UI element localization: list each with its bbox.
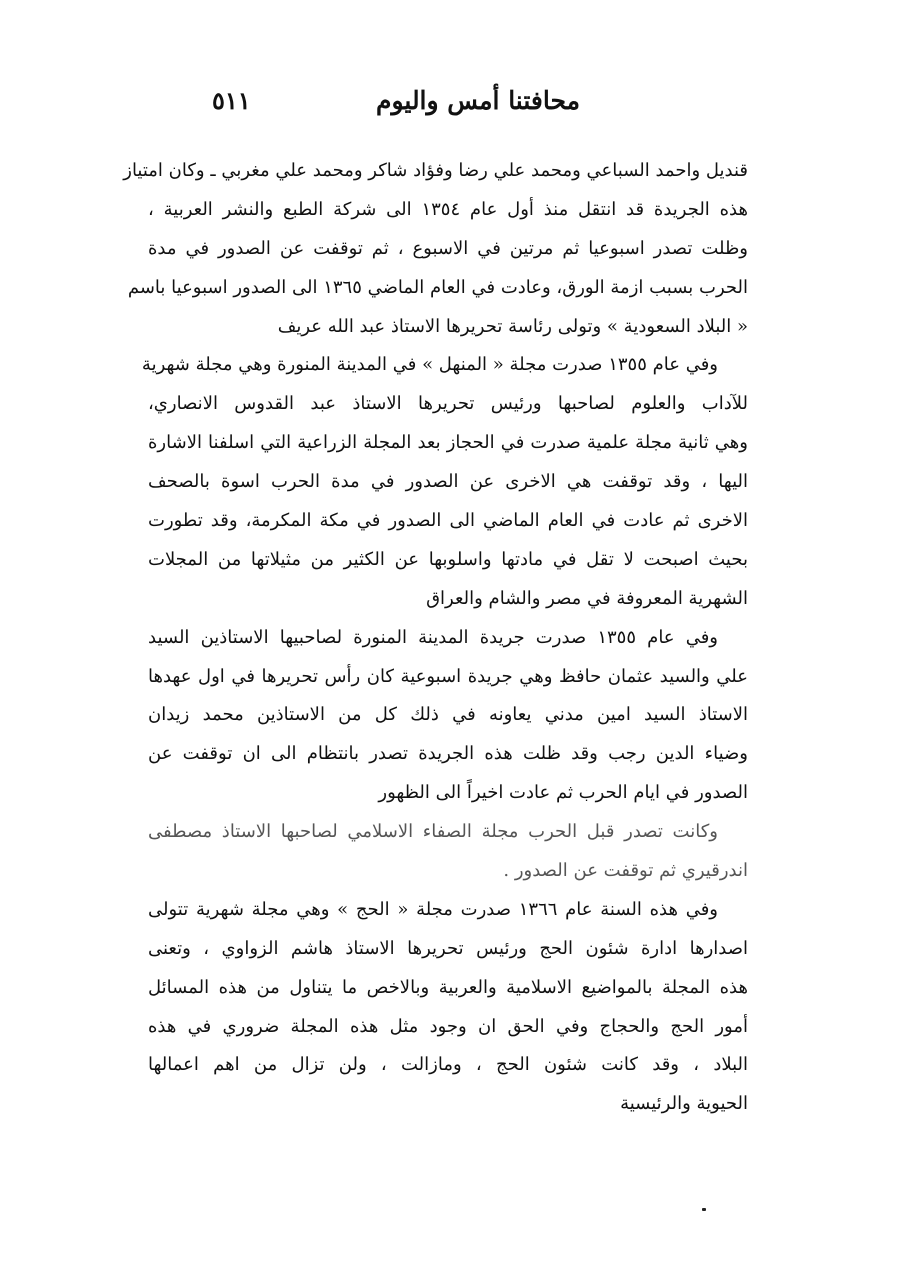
- text-line: الحرب بسبب ازمة الورق، وعادت في العام الماضي ١٣٦٥ الى الصدور اسبوعيا باسم: [127, 276, 748, 298]
- text-line: الاخرى ثم عادت في العام الماضي الى الصدور في مكة المكرمة، وقد تطورت: [148, 510, 748, 532]
- text-line: للآداب والعلوم لصاحبها ورئيس تحريرها الاستاذ عبد القدوس الانصاري،: [148, 393, 748, 415]
- text-line: « البلاد السعودية » وتولى رئاسة تحريرها الاستاذ عبد الله عريف: [277, 315, 748, 337]
- text-line: اصدارها ادارة شئون الحج ورئيس تحريرها الاستاذ هاشم الزواوي ، وتعنى: [148, 937, 748, 959]
- text-line: أمور الحج والحجاج وفي الحق ان وجود مثل هذه المجلة ضروري في هذه: [148, 1015, 748, 1037]
- text-line: اليها ، وقد توقفت هي الاخرى عن الصدور في مدة الحرب اسوة بالصحف: [148, 471, 748, 493]
- text-line: الصدور في ايام الحرب ثم عادت اخيراً الى الظهور: [378, 782, 748, 804]
- body-text: [123, 152, 748, 1124]
- text-line: الشهرية المعروفة في مصر والشام والعراق: [426, 587, 748, 609]
- text-line: الاستاذ السيد امين مدني يعاونه في ذلك كل من الاستاذين محمد زيدان: [148, 704, 748, 726]
- text-line: وضياء الدين رجب وقد ظلت هذه الجريدة تصدر بانتظام الى ان توقفت عن: [148, 743, 748, 765]
- text-line: البلاد ، وقد كانت شئون الحج ، ومازالت ، ولن تزال من اهم اعمالها: [148, 1054, 748, 1076]
- text-line: هذه الجريدة قد انتقل منذ أول عام ١٣٥٤ الى شركة الطبع والنشر العربية ،: [148, 198, 748, 220]
- text-line: وفي عام ١٣٥٥ صدرت مجلة « المنهل » في المدينة المنورة وهي مجلة شهرية: [141, 354, 718, 376]
- text-line: وظلت تصدر اسبوعيا ثم مرتين في الاسبوع ، ثم توقفت عن الصدور في مدة: [148, 237, 748, 259]
- text-line: هذه المجلة بالمواضيع الاسلامية والعربية وبالاخص ما يتناول من هذه المسائل: [148, 976, 748, 998]
- page-number: ٥١١: [212, 86, 251, 115]
- print-speck: [702, 1208, 706, 1211]
- text-line: وفي عام ١٣٥٥ صدرت جريدة المدينة المنورة لصاحبيها الاستاذين السيد: [148, 626, 718, 648]
- text-line: وهي ثانية مجلة علمية صدرت في الحجاز بعد المجلة الزراعية التي اسلفنا الاشارة: [148, 432, 748, 454]
- text-line: الحيوية والرئيسية: [620, 1093, 748, 1115]
- text-line: اندرقيري ثم توقفت عن الصدور .: [503, 860, 748, 882]
- text-line: بحيث اصبحت لا تقل في مادتها واسلوبها عن الكثير من مثيلاتها من المجلات: [148, 548, 748, 570]
- text-line: وكانت تصدر قبل الحرب مجلة الصفاء الاسلامي لصاحبها الاستاذ مصطفى: [148, 821, 718, 843]
- running-header: [120, 86, 780, 126]
- running-title: محافتنا أمس واليوم: [376, 86, 580, 115]
- text-line: علي والسيد عثمان حافظ وهي جريدة اسبوعية كان رأس تحريرها في اول عهدها: [148, 665, 748, 687]
- text-line: وفي هذه السنة عام ١٣٦٦ صدرت مجلة « الحج » وهي مجلة شهرية تتولى: [148, 898, 718, 920]
- text-line: قنديل واحمد السباعي ومحمد علي رضا وفؤاد شاكر ومحمد علي مغربي ـ وكان امتياز: [123, 160, 748, 181]
